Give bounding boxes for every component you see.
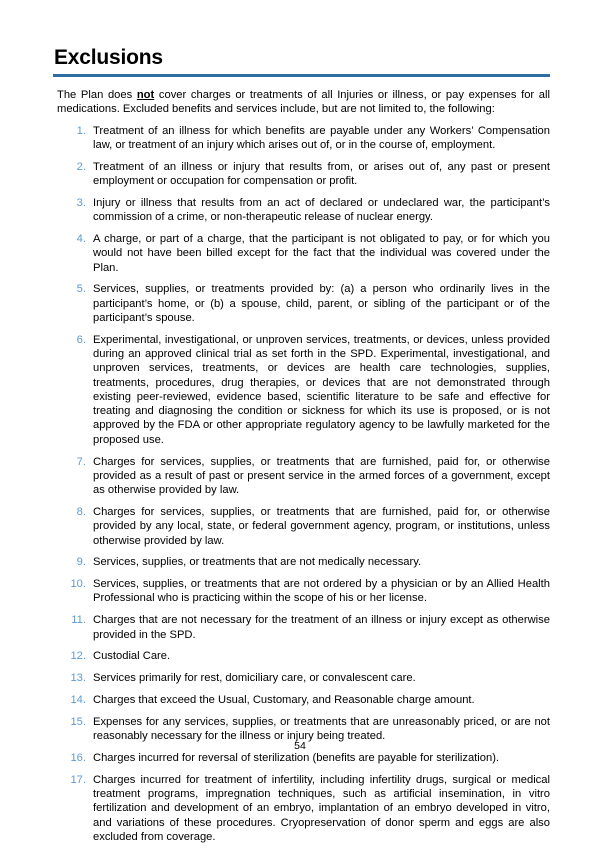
exclusion-item [53,232,550,275]
exclusion-item [53,282,550,325]
intro-text-before: The Plan does [57,89,137,102]
exclusion-item-number: 3. [76,196,86,209]
exclusion-item-text: Services primarily for rest, domiciliary care, or convalescent care. [93,672,416,685]
exclusion-item [53,160,550,189]
exclusion-item-number: 2. [76,160,86,173]
exclusion-item-text: Charges that are not necessary for the treatment of an illness or injury except as otherwise provided in the SPD. [93,614,550,641]
page-number: 54 [294,740,306,752]
exclusion-item [53,505,550,548]
exclusion-item [53,333,550,447]
exclusion-item [53,751,550,765]
exclusion-item-number: 8. [76,505,86,518]
exclusion-item [53,196,550,225]
exclusion-item [53,649,550,663]
exclusion-item-text: Experimental, investigational, or unproven services, treatments, or devices, unless provided during an approved clinical trial as set forth in the SPD. Experimental, investigational, and unproven services, treatments, or devices are health care technologies, supplies, treatments, procedures, drug therapies, or devices that are not demonstrated through existing peer-reviewed, evidence based, scientific literature to be safe and effective for treating and diagnosing the condition or sickness for which its use is proposed, or is not approved by the FDA or other appropriate regulatory agency to be lawfully marketed for the proposed use. [93,333,550,446]
exclusion-item-text: Services, supplies, or treatments provided by: (a) a person who ordinarily lives in the participant’s home, or (b) a spouse, child, parent, or sibling of the participant or of the participant’s spouse. [93,283,550,324]
exclusion-item-text: Charges for services, supplies, or treatments that are furnished, paid for, or otherwise provided by any local, state, or federal government agency, program, or institutions, unless otherwise provided by law. [93,505,550,547]
exclusion-item-number: 14. [70,693,86,706]
exclusion-item [53,613,550,642]
exclusion-item-text: Charges for services, supplies, or treatments that are furnished, paid for, or otherwise provided as a result of past or present service in the armed forces of a government, except as otherwise provided by law. [93,455,550,497]
exclusion-item-text: Charges incurred for reversal of sterilization (benefits are payable for sterilization). [93,751,500,764]
exclusion-item-text: Services, supplies, or treatments that are not medically necessary. [93,556,422,569]
exclusion-item [53,577,550,606]
exclusion-item-number: 10. [70,578,86,591]
exclusion-item-number: 5. [76,283,86,296]
exclusion-item-number: 15. [70,715,86,728]
exclusion-item [53,124,550,153]
exclusion-item [53,555,550,569]
exclusion-item-number: 13. [70,672,86,685]
exclusion-item-text: A charge, or part of a charge, that the participant is not obligated to pay, or for which you would not have been billed except for the fact that the individual was covered under the Plan. [93,232,550,274]
exclusion-item [53,693,550,707]
page-title: Exclusions [54,46,163,69]
exclusion-item-number: 7. [76,455,86,468]
exclusion-item-number: 1. [76,124,86,137]
exclusion-item-number: 9. [76,556,86,569]
exclusion-item [53,773,550,844]
title-accent-rule [53,74,550,77]
exclusion-item-text: Injury or illness that results from an act of declared or undeclared war, the participant’s commission of a crime, or non-therapeutic release of nuclear energy. [93,196,550,224]
exclusion-item-number: 17. [70,773,86,786]
page-content [53,47,550,852]
exclusion-item-number: 6. [76,333,86,346]
exclusion-item [53,455,550,498]
intro-emphasis-not: not [136,89,155,102]
exclusion-item-text: Charges incurred for treatment of infertility, including infertility drugs, surgical or medical treatment programs, impregnation techniques, such as artificial insemination, in vitro fertilization and development of an embryo, implantation of an embryo developed in vitro, and variations of these procedures. Cryopreservation of donor sperm and eggs are also excluded from coverage. [93,773,550,843]
intro-paragraph [57,88,550,117]
exclusion-item-number: 12. [70,650,86,663]
exclusion-item-number: 11. [71,614,86,627]
exclusion-item-text: Treatment of an illness for which benefits are payable under any Workers’ Compensation law, or treatment of an injury which arises out of, or in the course of, employment. [93,124,550,151]
exclusion-item-text: Services, supplies, or treatments that are not ordered by a physician or by an Allied Health Professional who is practicing within the scope of his or her license. [93,578,550,605]
exclusion-item-text: Charges that exceed the Usual, Customary, and Reasonable charge amount. [93,693,475,706]
exclusion-item-text: Custodial Care. [93,650,171,663]
exclusion-item [53,671,550,685]
exclusion-item-text: Treatment of an illness or injury that results from, or arises out of, any past or present employment or occupation for compensation or profit. [93,160,550,188]
exclusion-item-number: 4. [76,232,86,245]
intro-text-after: cover charges or treatments of all Injuries or illness, or pay expenses for all medications. Excluded benefits and services include, but are not limited to, the following: [57,89,550,116]
exclusion-item-text: Expenses for any services, supplies, or treatments that are unreasonably priced, or are not reasonably necessary for the illness or injury being treated. [93,715,550,743]
exclusion-item-number: 16. [70,751,86,764]
exclusions-list [53,124,550,844]
